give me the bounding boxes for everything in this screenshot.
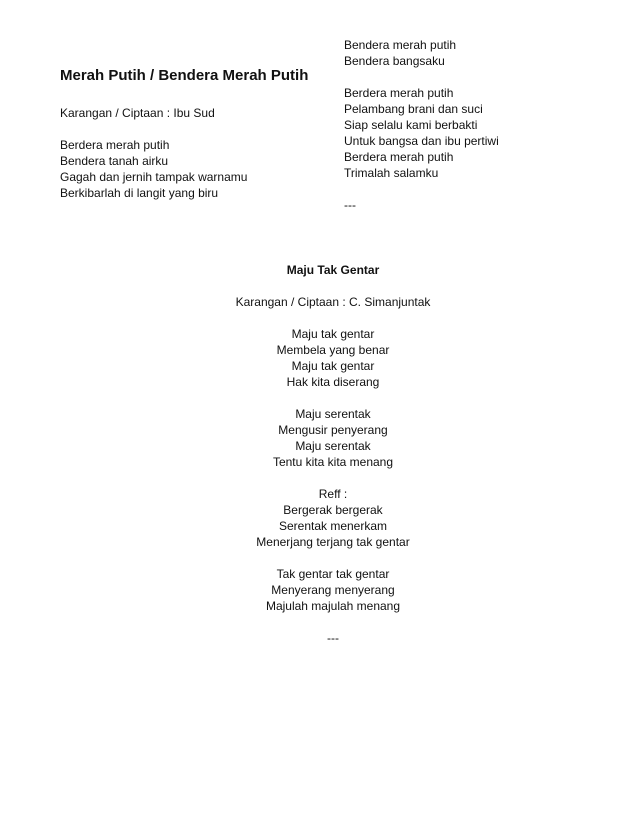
- lyric-line: Menerjang terjang tak gentar: [256, 535, 410, 549]
- lyric-line: Maju serentak: [295, 407, 371, 421]
- song1-author: Karangan / Ciptaan : Ibu Sud: [60, 106, 215, 120]
- lyric-line: Untuk bangsa dan ibu pertiwi: [344, 134, 499, 148]
- song1-separator: ---: [344, 198, 356, 212]
- song1-left-column: [60, 66, 310, 201]
- lyric-line: Trimalah salamku: [344, 166, 439, 180]
- song2-author: Karangan / Ciptaan : C. Simanjuntak: [235, 295, 431, 309]
- lyric-line: Berkibarlah di langit yang biru: [60, 186, 219, 200]
- lyric-line: Maju serentak: [295, 439, 371, 453]
- lyric-line: Siap selalu kami berbakti: [344, 118, 478, 132]
- lyric-line: Mengusir penyerang: [278, 423, 388, 437]
- lyric-line: Bergerak bergerak: [283, 503, 383, 517]
- lyric-line: Bendera tanah airku: [60, 154, 169, 168]
- reff-label: Reff :: [318, 487, 348, 501]
- lyric-line: Hak kita diserang: [286, 375, 380, 389]
- lyric-line: Serentak menerkam: [278, 519, 388, 533]
- song2-block: [0, 262, 638, 646]
- song1-title: Merah Putih / Bendera Merah Putih: [60, 67, 309, 84]
- lyric-line: Berdera merah putih: [344, 150, 454, 164]
- lyric-line: Gagah dan jernih tampak warnamu: [60, 170, 248, 184]
- lyric-line: Membela yang benar: [276, 343, 390, 357]
- song2-title: Maju Tak Gentar: [286, 263, 380, 277]
- lyric-line: Tak gentar tak gentar: [276, 567, 390, 581]
- lyric-line: Maju tak gentar: [291, 327, 375, 341]
- lyric-line: Maju tak gentar: [291, 359, 375, 373]
- song1-right-column: [344, 37, 604, 213]
- lyric-line: Berdera merah putih: [344, 86, 454, 100]
- lyric-line: Tentu kita kita menang: [272, 455, 394, 469]
- lyric-line: Menyerang menyerang: [271, 583, 395, 597]
- lyric-line: Bendera merah putih: [344, 38, 457, 52]
- lyric-line: Pelambang brani dan suci: [344, 102, 483, 116]
- lyric-line: Majulah majulah menang: [265, 599, 401, 613]
- lyric-line: Bendera bangsaku: [344, 54, 445, 68]
- lyric-line: Berdera merah putih: [60, 138, 170, 152]
- song2-separator: ---: [327, 631, 339, 645]
